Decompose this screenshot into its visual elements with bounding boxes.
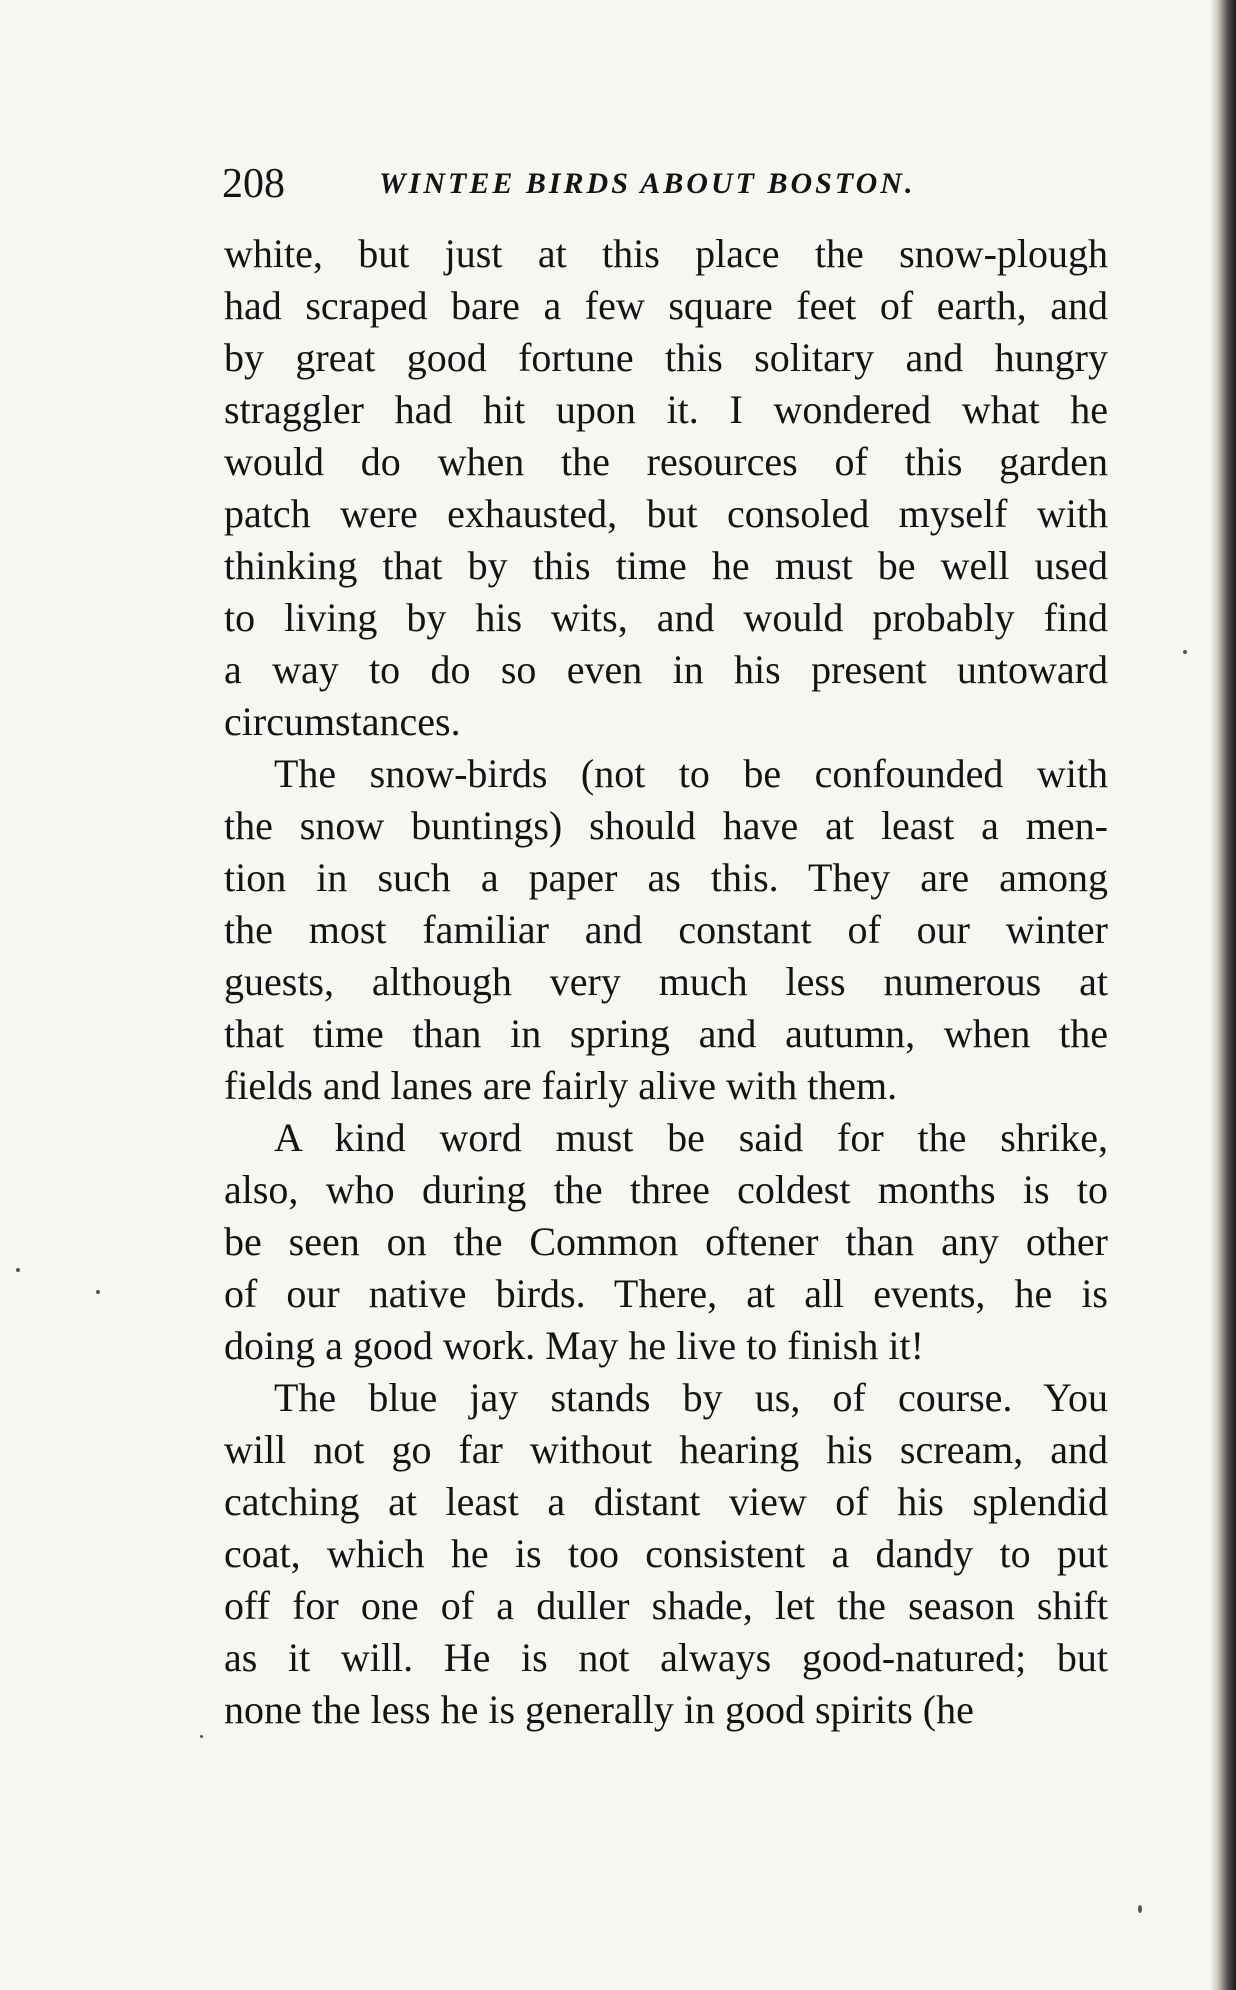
text-line: that time than in spring and autumn, when the — [224, 1011, 1108, 1056]
paper-speck — [1138, 1905, 1142, 1913]
paragraph — [224, 1112, 1108, 1372]
text-line: white, but just at this place the snow-plough — [224, 231, 1108, 276]
text-line: circumstances. — [224, 699, 461, 744]
paragraph — [224, 228, 1108, 748]
text-line: be seen on the Common oftener than any other — [224, 1219, 1108, 1264]
text-line: doing a good work. May he live to finish it! — [224, 1323, 924, 1368]
text-line: the most familiar and constant of our winter — [224, 907, 1108, 952]
text-line: none the less he is generally in good spirits (he — [224, 1687, 974, 1732]
text-line: A kind word must be said for the shrike, — [274, 1115, 1108, 1160]
text-line: as it will. He is not always good-natured; but — [224, 1635, 1108, 1680]
text-line: tion in such a paper as this. They are among — [224, 855, 1108, 900]
text-line: will not go far without hearing his scream, and — [224, 1427, 1108, 1472]
text-line: thinking that by this time he must be well used — [224, 543, 1108, 588]
page-number: 208 — [222, 161, 285, 207]
paper-speck — [96, 1290, 100, 1294]
running-head: WINTEE BIRDS ABOUT BOSTON. — [379, 167, 916, 200]
text-line: catching at least a distant view of his splendid — [224, 1479, 1108, 1524]
text-line: straggler had hit upon it. I wondered what he — [224, 387, 1108, 432]
text-line: off for one of a duller shade, let the season shift — [224, 1583, 1108, 1628]
text-line: also, who during the three coldest months is to — [224, 1167, 1108, 1212]
text-line: by great good fortune this solitary and hungry — [224, 335, 1108, 380]
text-line: to living by his wits, and would probably find — [224, 595, 1108, 640]
text-line: The blue jay stands by us, of course. You — [274, 1375, 1108, 1420]
body-text — [224, 228, 1108, 1736]
text-line: patch were exhausted, but consoled myself with — [224, 491, 1108, 536]
page-binding-edge — [1210, 0, 1236, 1990]
text-line: fields and lanes are fairly alive with them. — [224, 1063, 898, 1108]
text-line: of our native birds. There, at all events, he is — [224, 1271, 1108, 1316]
paper-speck — [16, 1268, 20, 1272]
text-line: would do when the resources of this garden — [224, 439, 1108, 484]
paper-speck — [1183, 650, 1187, 654]
paragraph — [224, 748, 1108, 1112]
text-line: guests, although very much less numerous at — [224, 959, 1108, 1004]
text-line: a way to do so even in his present untoward — [224, 647, 1108, 692]
page-header — [222, 160, 1022, 208]
text-line: coat, which he is too consistent a dandy to put — [224, 1531, 1108, 1576]
text-line: The snow-birds (not to be confounded with — [274, 751, 1108, 796]
paragraph — [224, 1372, 1108, 1736]
text-line: had scraped bare a few square feet of earth, and — [224, 283, 1108, 328]
paper-speck — [200, 1735, 203, 1738]
text-line: the snow buntings) should have at least a men- — [224, 803, 1108, 848]
